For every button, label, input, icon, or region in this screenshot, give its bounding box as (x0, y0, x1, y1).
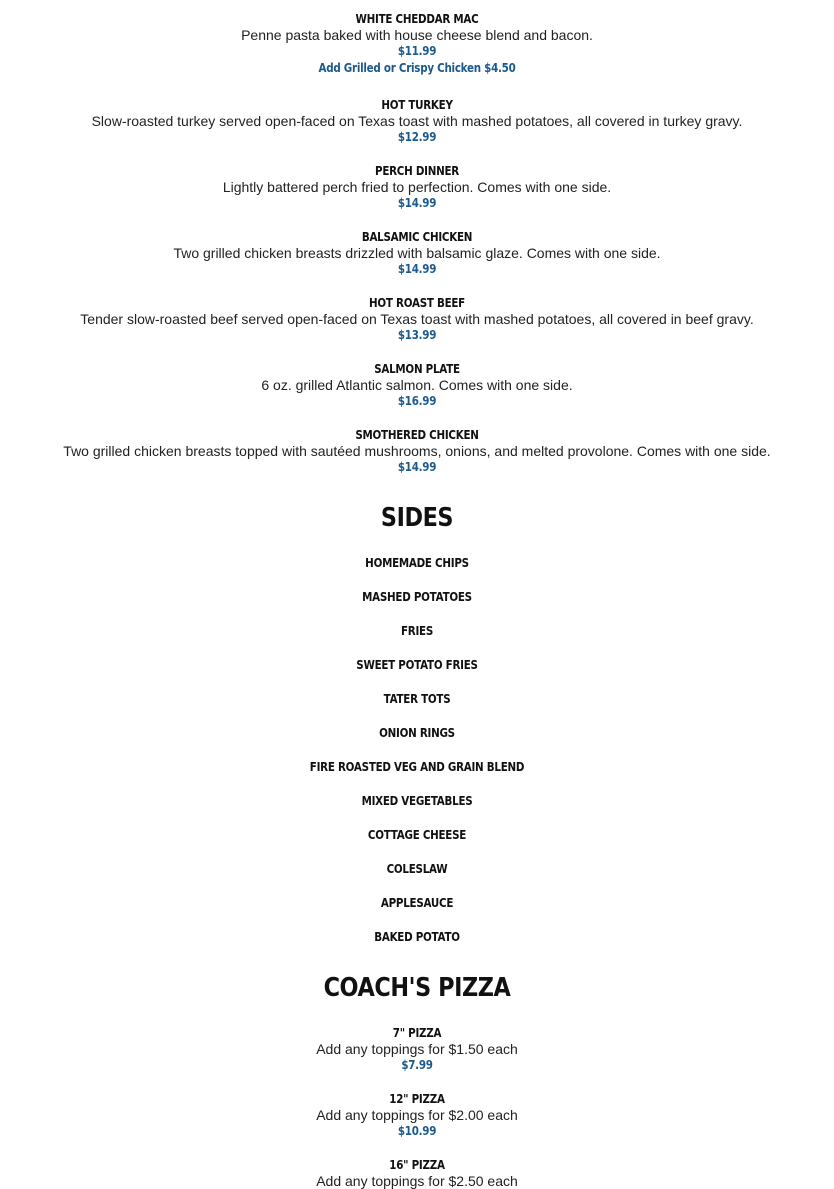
item-price: $14.99 (397, 196, 437, 210)
side-name: MIXED VEGETABLES (361, 794, 473, 808)
item-description: Slow-roasted turkey served open-faced on Texas toast with mashed potatoes, all covered in turkey gravy. (91, 113, 743, 129)
item-name: HOT ROAST BEEF (369, 296, 465, 310)
item-name: SALMON PLATE (374, 362, 460, 376)
side-item (0, 623, 834, 639)
menu-item (0, 163, 834, 212)
side-name: COLESLAW (386, 862, 448, 876)
item-description: Lightly battered perch fried to perfection. Comes with one side. (222, 179, 612, 195)
side-name: APPLESAUCE (380, 896, 454, 910)
side-name: FIRE ROASTED VEG AND GRAIN BLEND (309, 760, 525, 774)
item-description: Two grilled chicken breasts drizzled with balsamic glaze. Comes with one side. (173, 245, 661, 261)
menu-item (0, 1157, 834, 1189)
side-name: TATER TOTS (383, 692, 451, 706)
item-description: 6 oz. grilled Atlantic salmon. Comes with one side. (261, 377, 573, 393)
side-item (0, 895, 834, 911)
item-price: $13.99 (397, 328, 437, 342)
menu-item (0, 11, 834, 77)
side-item (0, 861, 834, 877)
item-price: $10.99 (397, 1124, 437, 1138)
menu-item (0, 1025, 834, 1074)
item-name: HOT TURKEY (381, 98, 453, 112)
side-name: MASHED POTATOES (362, 590, 472, 604)
side-name: HOMEMADE CHIPS (365, 556, 469, 570)
item-description: Add any toppings for $2.00 each (316, 1107, 518, 1123)
menu-item (0, 361, 834, 410)
item-price: $12.99 (397, 130, 437, 144)
item-description: Add any toppings for $2.50 each (316, 1173, 518, 1189)
item-name: 16" PIZZA (389, 1158, 445, 1172)
menu-item (0, 295, 834, 344)
item-name: SMOTHERED CHICKEN (355, 428, 479, 442)
pizza-section (0, 973, 834, 1003)
side-item (0, 555, 834, 571)
item-price: $16.99 (397, 394, 437, 408)
side-item (0, 589, 834, 605)
section-title-pizza: COACH'S PIZZA (323, 973, 511, 1003)
side-name: BAKED POTATO (374, 930, 460, 944)
side-item (0, 929, 834, 945)
menu-item (0, 427, 834, 476)
item-price: $14.99 (397, 460, 437, 474)
item-name: BALSAMIC CHICKEN (361, 230, 473, 244)
side-item (0, 657, 834, 673)
side-name: ONION RINGS (379, 726, 455, 740)
menu-item (0, 97, 834, 146)
item-addon: Add Grilled or Crispy Chicken $4.50 (318, 61, 516, 75)
item-price: $14.99 (397, 262, 437, 276)
side-item (0, 793, 834, 809)
item-name: 12" PIZZA (389, 1092, 445, 1106)
side-name: COTTAGE CHEESE (367, 828, 467, 842)
item-description: Add any toppings for $1.50 each (316, 1041, 518, 1057)
item-name: 7" PIZZA (392, 1026, 442, 1040)
item-name: PERCH DINNER (375, 164, 459, 178)
item-price: $7.99 (401, 1058, 433, 1072)
side-item (0, 691, 834, 707)
side-name: SWEET POTATO FRIES (356, 658, 478, 672)
section-title-sides: SIDES (380, 503, 454, 533)
menu-item (0, 229, 834, 278)
side-item (0, 759, 834, 775)
item-description: Tender slow-roasted beef served open-faced on Texas toast with mashed potatoes, all covered in beef gravy. (80, 311, 754, 327)
item-price: $11.99 (397, 44, 437, 58)
sides-section (0, 503, 834, 533)
item-description: Two grilled chicken breasts topped with sautéed mushrooms, onions, and melted provolone. Comes with one side. (63, 443, 771, 459)
side-item (0, 725, 834, 741)
menu-item (0, 1091, 834, 1140)
item-name: WHITE CHEDDAR MAC (355, 12, 479, 26)
side-name: FRIES (400, 624, 434, 638)
item-description: Penne pasta baked with house cheese blend and bacon. (241, 27, 593, 43)
side-item (0, 827, 834, 843)
